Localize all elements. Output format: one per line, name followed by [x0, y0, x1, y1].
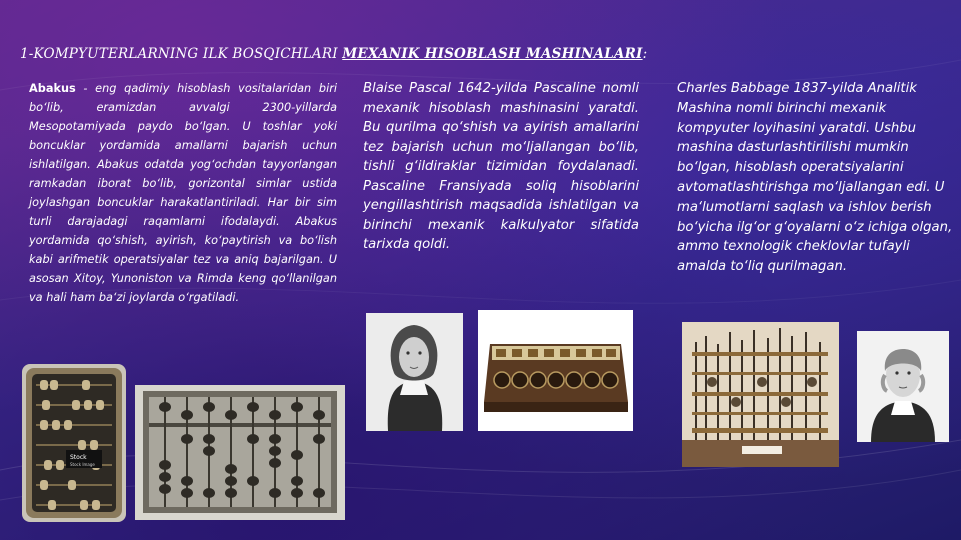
abacus-text: - eng qadimiy hisoblash vositalaridan biri bo‘lib, eramizdan avvalgi 2300-yillarda Mesopotamiyada paydo bo‘lgan. U toshlar yoki boncuklar yordamida amallarni bajarish uchun ishlatilgan. Abakus odatda yog‘ochdan tayyorlangan ramkadan iborat bo‘lib, gorizontal simlar ustida joylashgan boncuklar harakatlantiriladi. Har bir sim turli darajadagi raqamlarni ifodalaydi. Abakus yordamida qo‘shish, ayirish, ko‘paytirish va bo‘lish kabi arifmetik operatsiyalar tez va aniq bajarilgan. U asosan Xitoy, Yunoniston va Rimda keng qo‘llanilgan va hali ham ba‘zi joylarda o‘rgatiladi.	[29, 82, 337, 304]
abacus-description	[29, 79, 337, 307]
abacus-stock-sublabel: Stock Image	[70, 462, 95, 467]
title-suffix: :	[642, 46, 648, 62]
pascal-description: Blaise Pascal 1642-yilda Pascaline nomli mexanik hisoblash mashinasini yaratdi. Bu qurilma qo‘shish va ayirish amallarini tez bajarish uchun mo‘ljallangan bo‘lib, tishli g‘ildiraklar tizimidan foydalanadi. Pascaline Fransiyada soliq hisoblarini yengillashtirish maqsadida ishlatilgan va birinchi mexanik kalkulyator sifatida tarixda qoldi.	[363, 81, 639, 252]
abacus-stock-label: Stock	[70, 454, 87, 461]
abacus-term: Abakus	[29, 82, 76, 95]
babbage-portrait	[857, 331, 949, 442]
analytical-engine-photo	[682, 322, 839, 467]
abacus-photo-small	[22, 364, 126, 522]
slide-title	[20, 46, 920, 62]
babbage-description: Charles Babbage 1837-yilda Analitik Mashina nomli birinchi mexanik kompyuter loyihasini yaratdi. Ushbu mashina dasturlashtirilishi mumkin bo‘lgan, hisoblash operatsiyalarini avtomatlashtirishga mo‘ljallangan edi. U ma‘lumotlarni saqlash va ishlov berish bo‘yicha ilg‘or g‘oyalarni o‘z ichiga olgan, ammo texnologik cheklovlar tufayli amalda to‘liq qurilmagan.	[677, 81, 953, 275]
abacus-photo-large	[135, 385, 345, 520]
pascaline-photo	[478, 310, 633, 431]
title-accent: MEXANIK HISOBLASH MASHINALARI	[342, 46, 643, 62]
pascal-portrait	[366, 313, 463, 431]
title-prefix: 1-KOMPYUTERLARNING ILK BOSQICHLARI	[20, 46, 338, 62]
